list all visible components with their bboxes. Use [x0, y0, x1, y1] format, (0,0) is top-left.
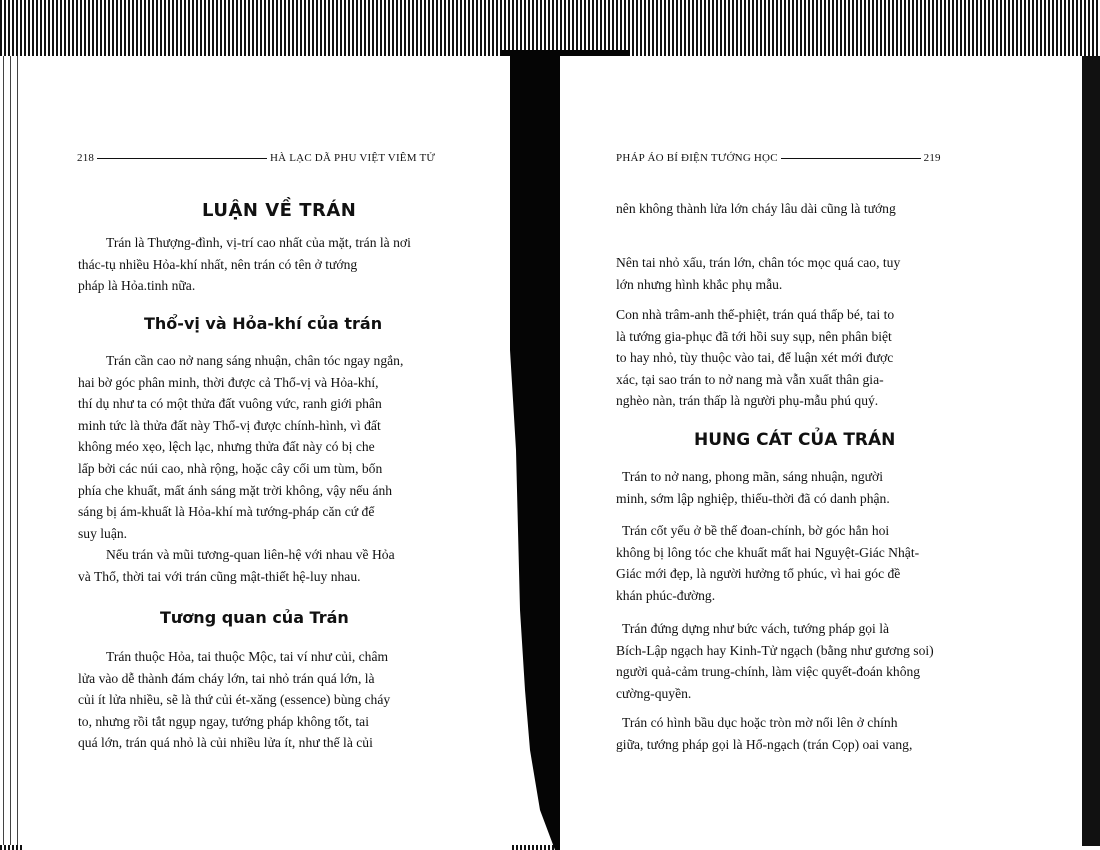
text-line: sáng bị ám-khuất là Hỏa-khí mà tướng-pháp căn cứ để [78, 504, 375, 520]
section1-paragraph-2 [78, 544, 478, 587]
section-title-tuong-quan: Tương quan của Trán [160, 608, 349, 627]
text-line: minh, sớm lập nghiệp, thiếu-thời đã có danh phận. [616, 490, 890, 506]
text-line: lửa vào dễ thành đám cháy lớn, tai nhỏ trán quá lớn, là [78, 670, 375, 686]
text-line: to, nhưng rồi tắt ngụp ngay, tướng pháp không tốt, tai [78, 713, 369, 729]
left-page [22, 56, 510, 850]
text-line: Nếu trán và mũi tương-quan liên-hệ với nhau về Hỏa [106, 547, 395, 562]
section-title-hung-cat: HUNG CÁT CỦA TRÁN [694, 430, 896, 450]
text-line: Trán thuộc Hỏa, tai thuộc Mộc, tai ví như củi, châm [106, 649, 389, 664]
text-line: hai bờ góc phân minh, thời được cả Thổ-vị và Hỏa-khí, [78, 374, 379, 390]
left-running-head [77, 152, 435, 164]
text-line: Nên tai nhỏ xấu, trán lớn, chân tóc mọc quá cao, tuy [616, 255, 901, 270]
text-line: Trán có hình bầu dục hoặc tròn mờ nổi lên ở chính [622, 715, 898, 730]
right-paragraph-7 [616, 712, 1004, 755]
left-head-rule [97, 158, 267, 159]
text-line: nên không thành lửa lớn cháy lâu dài cũng là tướng [616, 201, 896, 216]
text-line: khán phúc-đường. [616, 587, 716, 603]
text-line: người quả-cảm trung-chính, làm việc quyết-đoán không [616, 664, 921, 680]
right-paragraph-3 [616, 304, 1004, 412]
text-line: phía che khuất, mất ánh sáng mặt trời không, vậy nếu ánh [78, 482, 393, 498]
right-paragraph-2 [616, 252, 1004, 295]
text-line: và Thổ, thời tai với trán cũng mật-thiết hệ-luy nhau. [78, 568, 361, 584]
text-line: củi ít lửa nhiều, sẽ là thứ củi ét-xăng (essence) bùng cháy [78, 692, 391, 708]
text-line: không bị lông tóc che khuất mất hai Nguyệt-Giác Nhật- [616, 544, 920, 560]
text-line: lớn nhưng hình khắc phụ mẫu. [616, 276, 783, 292]
text-line: Giác mới đẹp, là người hưởng tổ phúc, vì hai góc đề [616, 566, 901, 582]
chapter-title: LUẬN VỀ TRÁN [202, 200, 357, 221]
text-line: Con nhà trâm-anh thế-phiệt, trán quá thấp bé, tai to [616, 307, 895, 322]
text-line: Trán cần cao nở nang sáng nhuận, chân tóc ngay ngắn, [106, 353, 404, 368]
right-head-rule [781, 158, 921, 159]
text-line: nghèo nàn, trán thấp là người phụ-mẫu phú quý. [616, 393, 879, 409]
text-line: Bích-Lập ngạch hay Kinh-Tử ngạch (bằng như gương soi) [616, 642, 934, 658]
right-running-head [616, 152, 941, 164]
right-running-title: PHÁP ÁO BÍ ĐIỆN TƯỚNG HỌC [616, 152, 778, 164]
right-paragraph-6 [616, 618, 1004, 704]
right-paragraph-5 [616, 520, 1004, 606]
text-line: thí dụ như ta có một thửa đất vuông vức, ranh giới phân [78, 396, 382, 412]
left-running-title: HÀ LẠC DÃ PHU VIỆT VIÊM TỬ [270, 152, 436, 164]
text-line: Trán cốt yếu ở bề thế đoan-chính, bờ góc hẳn hoi [622, 523, 890, 538]
section2-paragraph-1 [78, 646, 478, 754]
left-page-number: 218 [77, 152, 95, 164]
scan-top-edge [0, 0, 1100, 56]
right-page-number: 219 [923, 152, 941, 164]
text-line: to hay nhỏ, tùy thuộc vào tai, để luận xét mới được [616, 350, 894, 366]
text-line: thác-tụ nhiều Hỏa-khí nhất, nên trán có tên ở tướng [78, 256, 358, 272]
text-line: không méo xẹo, lệch lạc, nhưng thửa đất này có bị che [78, 439, 375, 455]
text-line: cường-quyền. [616, 685, 692, 701]
right-paragraph-4 [616, 466, 1004, 509]
text-line: Trán là Thượng-đình, vị-trí cao nhất của mặt, trán là nơi [106, 235, 411, 250]
scan-right-edge [1080, 56, 1100, 846]
text-line: quá lớn, trán quá nhỏ là củi nhiều lửa ít, như thế là củi [78, 735, 373, 751]
text-line: pháp là Hỏa.tinh nữa. [78, 278, 196, 294]
text-line: Trán đứng dựng như bức vách, tướng pháp gọi là [622, 621, 890, 636]
section1-paragraph-1 [78, 350, 478, 544]
right-page [560, 56, 1082, 850]
text-line: Trán to nở nang, phong mãn, sáng nhuận, người [622, 469, 884, 484]
intro-paragraph [78, 232, 478, 297]
right-paragraph-1 [616, 198, 1004, 220]
text-line: giữa, tướng pháp gọi là Hổ-ngạch (trán Cọp) oai vang, [616, 736, 913, 752]
text-line: suy luận. [78, 525, 128, 541]
text-line: lấp bởi các núi cao, nhà rộng, hoặc cây cối um tùm, bốn [78, 460, 383, 476]
scan-left-edge [0, 56, 22, 846]
section-title-tho-vi: Thổ-vị và Hỏa-khí của trán [144, 314, 383, 333]
text-line: là tướng gia-phục đã tới hồi suy sụp, nên phân biệt [616, 328, 892, 344]
text-line: xác, tại sao trán to nở nang mà vẫn xuất thân gia- [616, 371, 884, 387]
text-line: minh tức là thửa đất này Thổ-vị được chính-hình, vì đất [78, 417, 381, 433]
